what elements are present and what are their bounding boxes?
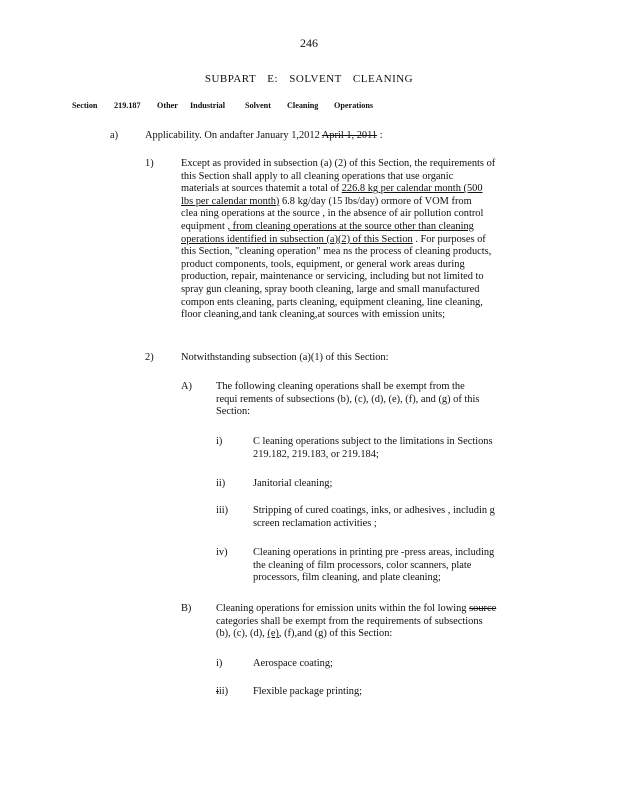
text-line: Cleaning operations in printing pre -press areas, including [253,547,495,558]
item-Bii-label [216,686,228,697]
text-line [181,196,495,209]
text-line [181,171,495,184]
text-line [216,628,496,641]
para-2-text: Notwithstanding subsection (a)(1) of this Section: [181,352,389,363]
item-Aiv-text [253,547,494,585]
text-line [181,297,495,310]
text-line: Flexible package printing; [253,686,363,697]
text-run: spray gun cleaning, spray booth cleaning, large and small manufactured [181,283,480,295]
section-title-word: Cleaning [287,101,319,110]
struck-text: source [469,603,497,614]
text-run: (b), (c), (d), [216,628,268,640]
struck-label: i [216,686,219,697]
item-Ai-text [253,436,493,461]
text-run: 6.8 kg/day (15 lbs/day) ormore of VOM from [279,195,472,207]
text-run: this Section shall apply to all cleaning operations that use organic [181,170,454,182]
text-line [216,603,496,616]
text-line [181,183,495,196]
label-text: ii) [218,686,229,697]
para-A-label: A) [181,381,192,392]
text-line: requi rements of subsections (b), (c), (d), (e), (f), and (g) of this [216,393,480,405]
item-Bii-text [253,686,362,699]
text-line [181,208,495,221]
text-run: floor cleaning,and tank cleaning,at sources with emission units; [181,309,446,321]
text-line [181,271,495,284]
inserted-text: (e) [267,628,279,640]
text-run: Except as provided in subsection (a) (2) of this Section, the requirements of [181,158,496,169]
text-run: . For purposes of [412,233,486,245]
section-title-word: Other [157,101,178,110]
section-code: 219.187 [114,101,141,110]
struck-date: April 1, 2011 [321,130,378,141]
inserted-text: 226.8 kg per calendar month (500 [341,183,483,195]
para-1-text [181,158,495,322]
text-line [181,158,495,171]
item-Bi-label: i) [216,658,223,669]
item-Ai-label: i) [216,436,223,447]
text-run: materials at sources thatemit a total of [181,183,342,195]
section-title-word: Industrial [190,101,226,110]
text-line: processors, film cleaning, and plate cleaning; [253,572,441,584]
item-Aii-label: ii) [216,478,226,489]
item-Aiii-text [253,505,495,530]
text-run: categories shall be exempt from the requirements of subsections [216,615,483,627]
text-run: compon ents cleaning, parts cleaning, equipment cleaning, line cleaning, [181,296,483,308]
section-word: Section [72,101,98,110]
text-run: Cleaning operations for emission units within the fol lowing [216,603,470,614]
text-run: clea ning operations at the source , in the absence of air pollution control [181,208,484,220]
text-line: Janitorial cleaning; [253,478,333,489]
para-B-label: B) [181,603,192,614]
para-1-label: 1) [145,158,154,169]
text-run: product components, tools, equipment, or general work areas during [181,258,465,270]
item-Bi-text [253,658,333,671]
para-A-text [216,381,479,419]
text-line: C leaning operations subject to the limitations in Sections [253,436,493,447]
para-a-label: a) [110,130,119,141]
text-line [181,309,495,322]
text-line [181,246,495,259]
para-B-text [216,603,496,641]
text-line [181,259,495,272]
text-line: Section: [216,406,251,418]
inserted-text: operations identified in subsection (a)(2) of this Section [181,233,413,245]
text-line: Stripping of cured coatings, inks, or adhesives , includin g [253,505,495,516]
item-Aiv-label: iv) [216,547,228,558]
item-Aiii-label: iii) [216,505,229,516]
page-number: 246 [300,36,318,50]
section-title-word: Operations [334,101,374,110]
text-line: the cleaning of film processors, color scanners, plate [253,559,472,571]
text-run: equipment [181,220,228,232]
text-line [216,616,496,629]
text-line [181,284,495,297]
para-a-text-suffix: : [377,130,383,141]
text-run: production, repair, maintenance or servicing, including but not limited to [181,271,484,283]
text-line: Aerospace coating; [253,658,333,669]
text-line [181,221,495,234]
para-a-text-prefix: Applicability. On andafter January 1,2012 [145,130,322,141]
item-Aii-text [253,478,332,491]
para-2-label: 2) [145,352,154,363]
para-a-text [145,130,383,143]
text-line: screen reclamation activities ; [253,517,377,529]
text-run: this Section, "cleaning operation" mea ns the process of cleaning products, [181,246,492,258]
inserted-text: , from cleaning operations at the source other than cleaning [227,220,474,232]
subpart-title: SUBPART E: SOLVENT CLEANING [204,73,414,85]
text-line [181,234,495,247]
text-line: 219.182, 219.183, or 219.184; [253,448,379,460]
text-line: The following cleaning operations shall be exempt from the [216,381,465,392]
inserted-text: lbs per calendar month) [181,195,280,207]
section-title-word: Solvent [245,101,271,110]
text-run: , (f),and (g) of this Section: [278,628,393,640]
